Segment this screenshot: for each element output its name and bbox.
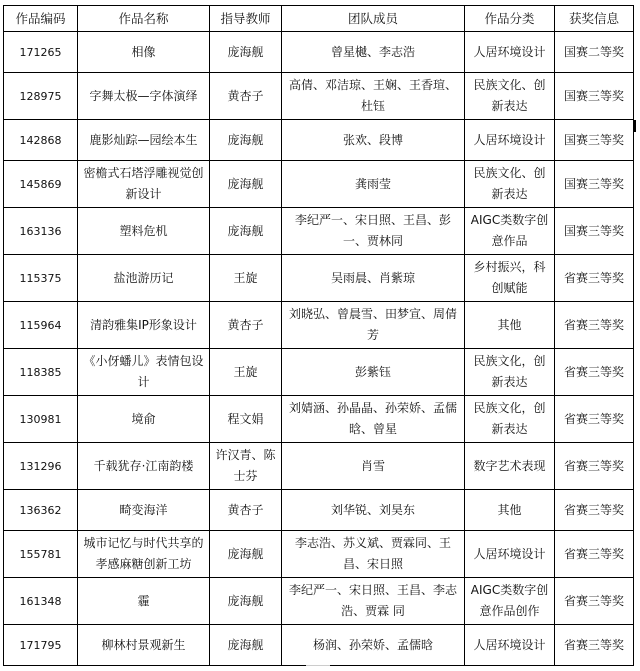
cell-code: 142868 — [4, 120, 78, 161]
cell-members: 李志浩、苏义斌、贾霖同、王昌、宋日照 — [282, 531, 465, 578]
cell-advisor: 庞海舰 — [210, 208, 282, 255]
page-separator — [306, 665, 330, 671]
table-row — [4, 73, 634, 120]
cell-award: 国赛三等奖 — [555, 208, 634, 255]
cell-advisor: 程文娟 — [210, 396, 282, 443]
cell-advisor: 庞海舰 — [210, 625, 282, 666]
cell-members: 刘华锐、刘昊东 — [282, 490, 465, 531]
cell-advisor: 黄杏子 — [210, 490, 282, 531]
table-row — [4, 120, 634, 161]
cell-award: 省赛三等奖 — [555, 625, 634, 666]
table-row — [4, 255, 634, 302]
cell-category: 人居环境设计 — [465, 120, 555, 161]
cell-award: 国赛二等奖 — [555, 32, 634, 73]
cell-code: 130981 — [4, 396, 78, 443]
cell-category: 其他 — [465, 302, 555, 349]
cell-advisor: 庞海舰 — [210, 32, 282, 73]
header-award: 获奖信息 — [555, 6, 634, 32]
cell-code: 171265 — [4, 32, 78, 73]
cell-title: 霾 — [78, 578, 210, 625]
cell-code: 163136 — [4, 208, 78, 255]
cell-code: 131296 — [4, 443, 78, 490]
header-title: 作品名称 — [78, 6, 210, 32]
cell-title: 密檐式石塔浮雕视觉创新设计 — [78, 161, 210, 208]
cell-title: 塑料危机 — [78, 208, 210, 255]
cell-members: 李纪严一、宋日照、王昌、彭一、贾林同 — [282, 208, 465, 255]
cell-award: 省赛三等奖 — [555, 490, 634, 531]
cell-award: 国赛三等奖 — [555, 120, 634, 161]
cell-category: 乡村振兴，科创赋能 — [465, 255, 555, 302]
cell-award: 省赛三等奖 — [555, 349, 634, 396]
cell-title: 《小伢蟠儿》表情包设计 — [78, 349, 210, 396]
cell-code: 128975 — [4, 73, 78, 120]
cell-advisor: 庞海舰 — [210, 578, 282, 625]
cell-members: 李纪严一、宋日照、王昌、李志浩、贾霖 同 — [282, 578, 465, 625]
cell-category: 民族文化，创新表达 — [465, 349, 555, 396]
cell-title: 畸变海洋 — [78, 490, 210, 531]
cell-advisor: 庞海舰 — [210, 120, 282, 161]
cell-advisor: 庞海舰 — [210, 161, 282, 208]
cell-members: 曾星樾、李志浩 — [282, 32, 465, 73]
table-row — [4, 443, 634, 490]
table-row — [4, 490, 634, 531]
cell-members: 龚雨莹 — [282, 161, 465, 208]
header-code: 作品编码 — [4, 6, 78, 32]
cell-award: 省赛三等奖 — [555, 443, 634, 490]
cell-advisor: 庞海舰 — [210, 531, 282, 578]
header-members: 团队成员 — [282, 6, 465, 32]
cell-award: 省赛三等奖 — [555, 255, 634, 302]
cell-code: 155781 — [4, 531, 78, 578]
awards-table — [3, 5, 634, 666]
cell-members: 张欢、段博 — [282, 120, 465, 161]
cell-advisor: 黄杏子 — [210, 302, 282, 349]
cell-category: 其他 — [465, 490, 555, 531]
table-row — [4, 302, 634, 349]
cell-members: 吴雨晨、肖紫琼 — [282, 255, 465, 302]
cell-title: 字舞太极—字体演绎 — [78, 73, 210, 120]
cell-category: 人居环境设计 — [465, 531, 555, 578]
cell-code: 145869 — [4, 161, 78, 208]
cell-code: 136362 — [4, 490, 78, 531]
cell-award: 省赛三等奖 — [555, 302, 634, 349]
cell-title: 盐池游历记 — [78, 255, 210, 302]
cell-members: 高倩、邓洁琼、王娴、王香瑄、杜钰 — [282, 73, 465, 120]
cell-category: 民族文化，创新表达 — [465, 396, 555, 443]
header-advisor: 指导教师 — [210, 6, 282, 32]
table-row — [4, 208, 634, 255]
cell-code: 171795 — [4, 625, 78, 666]
cell-members: 刘晓弘、曾晨雪、田梦宣、周倩芳 — [282, 302, 465, 349]
cell-award: 省赛三等奖 — [555, 396, 634, 443]
table-row — [4, 161, 634, 208]
cell-title: 千载犹存·江南韵楼 — [78, 443, 210, 490]
cell-members: 彭紫钰 — [282, 349, 465, 396]
cell-members: 杨润、孙荣娇、孟儒晗 — [282, 625, 465, 666]
cell-title: 相像 — [78, 32, 210, 73]
cell-members: 刘婧涵、孙晶晶、孙荣娇、孟儒晗、曾星 — [282, 396, 465, 443]
header-category: 作品分类 — [465, 6, 555, 32]
cell-title: 鹿影灿踪—园绘本生 — [78, 120, 210, 161]
cell-advisor: 许汉青、陈士芬 — [210, 443, 282, 490]
cell-award: 省赛三等奖 — [555, 531, 634, 578]
cell-advisor: 王旋 — [210, 349, 282, 396]
cell-advisor: 王旋 — [210, 255, 282, 302]
table-row — [4, 625, 634, 666]
cell-code: 161348 — [4, 578, 78, 625]
table-row — [4, 396, 634, 443]
cell-members: 肖雪 — [282, 443, 465, 490]
table-header-row — [4, 6, 634, 32]
cell-category: 民族文化、创新表达 — [465, 73, 555, 120]
cell-award: 国赛三等奖 — [555, 161, 634, 208]
cell-title: 柳林村景观新生 — [78, 625, 210, 666]
table-row — [4, 578, 634, 625]
cell-code: 115964 — [4, 302, 78, 349]
cell-category: 人居环境设计 — [465, 625, 555, 666]
table-row — [4, 32, 634, 73]
cell-code: 118385 — [4, 349, 78, 396]
cell-award: 省赛三等奖 — [555, 578, 634, 625]
cell-title: 境俞 — [78, 396, 210, 443]
text-cursor-mark — [634, 120, 636, 132]
cell-category: AIGC类数字创意作品 — [465, 208, 555, 255]
cell-advisor: 黄杏子 — [210, 73, 282, 120]
cell-category: AIGC类数字创意作品创作 — [465, 578, 555, 625]
table-row — [4, 349, 634, 396]
cell-title: 清韵雅集IP形象设计 — [78, 302, 210, 349]
cell-category: 民族文化、创新表达 — [465, 161, 555, 208]
cell-category: 数字艺术表现 — [465, 443, 555, 490]
cell-code: 115375 — [4, 255, 78, 302]
cell-category: 人居环境设计 — [465, 32, 555, 73]
table-row — [4, 531, 634, 578]
cell-award: 国赛三等奖 — [555, 73, 634, 120]
cell-title: 城市记忆与时代共享的孝感麻糖创新工坊 — [78, 531, 210, 578]
